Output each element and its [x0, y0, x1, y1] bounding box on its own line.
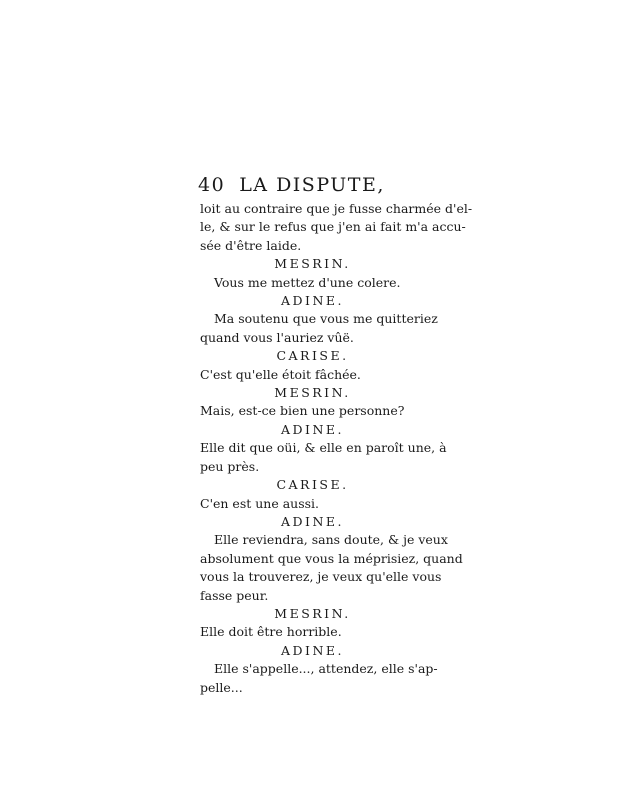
- text-line: C'en est une aussi.: [200, 495, 320, 511]
- text-line: Elle s'appelle..., attendez, elle s'ap-: [214, 661, 438, 677]
- text-line: C'est qu'elle étoit fâchée.: [200, 366, 361, 382]
- speaker-name: MESRIN.: [274, 385, 351, 401]
- speaker-name: MESRIN.: [274, 256, 351, 272]
- text-line: quand vous l'auriez vûë.: [200, 329, 354, 345]
- text-line: Ma soutenu que vous me quitteriez: [214, 311, 438, 327]
- text-line: fasse peur.: [200, 587, 269, 603]
- text-line: peu près.: [200, 458, 260, 474]
- page-number: 40: [198, 174, 226, 196]
- text-line: Elle dit que oüi, & elle en paroît une, à: [200, 440, 447, 456]
- text-line: le, & sur le refus que j'en ai fait m'a accu-: [200, 219, 466, 235]
- text-line: vous la trouverez, je veux qu'elle vous: [200, 569, 442, 585]
- text-line: Mais, est-ce bien une personne?: [200, 403, 405, 419]
- play-text: [200, 200, 473, 697]
- speaker-name: CARISE.: [276, 348, 349, 364]
- speaker-name: ADINE.: [280, 513, 345, 529]
- speaker-name: ADINE.: [280, 421, 345, 437]
- speaker-name: ADINE.: [280, 642, 345, 658]
- text-line: sée d'être laide.: [200, 237, 302, 253]
- text-line: Vous me mettez d'une colere.: [214, 274, 401, 290]
- text-line: pelle...: [200, 679, 243, 695]
- speaker-name: MESRIN.: [274, 605, 351, 621]
- text-line: Elle doit être horrible.: [200, 624, 342, 640]
- running-head: [198, 170, 425, 200]
- speaker-name: ADINE.: [280, 293, 345, 309]
- text-block: [198, 170, 473, 697]
- text-line: Elle reviendra, sans doute, & je veux: [214, 532, 448, 548]
- text-line: loit au contraire que je fusse charmée d'el-: [200, 201, 473, 216]
- text-line: absolument que vous la méprisiez, quand: [200, 550, 463, 566]
- speaker-name: CARISE.: [276, 477, 349, 493]
- running-title: LA DISPUTE,: [239, 174, 385, 196]
